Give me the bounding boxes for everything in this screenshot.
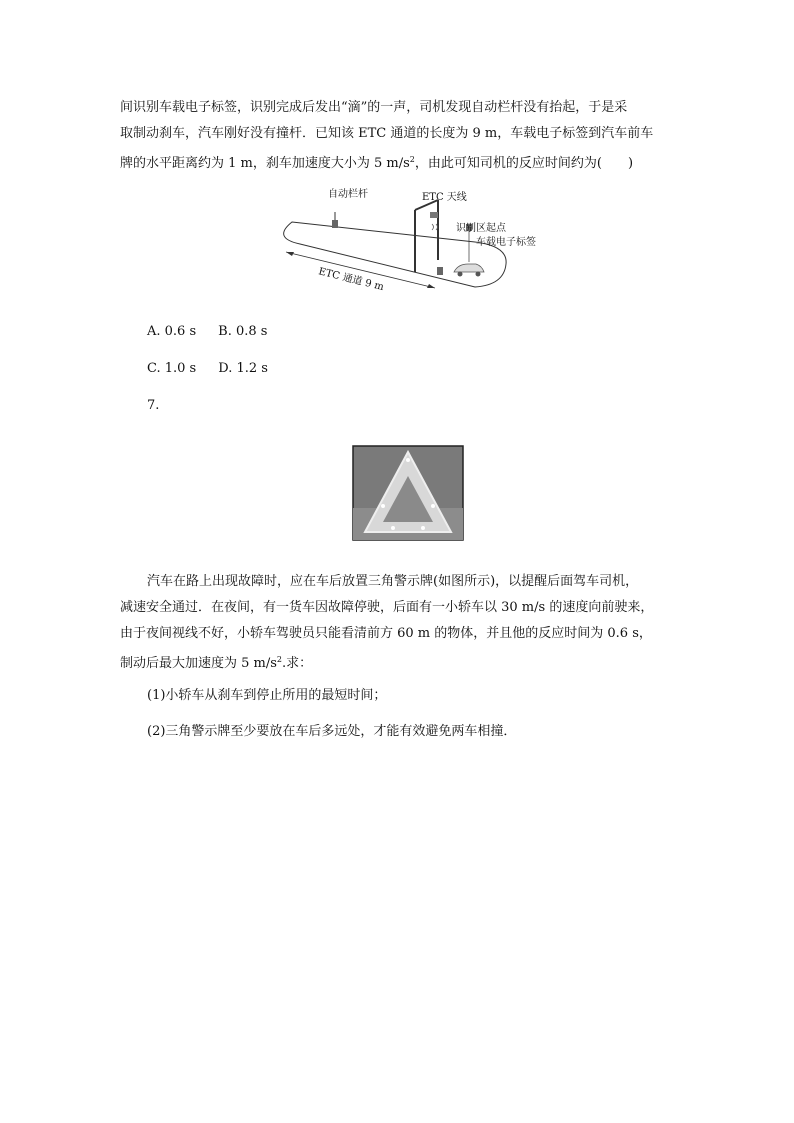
question-2: (2)三角警示牌至少要放在车后多远处，才能有效避免两车相撞． — [147, 724, 517, 739]
label-channel-length: ETC 通道 9 m — [317, 266, 385, 294]
unit-exponent: 2 — [409, 155, 415, 164]
options-row-1 — [147, 324, 267, 339]
label-zone-start: 识别区起点 — [456, 223, 506, 234]
signal-wave-icon — [432, 224, 438, 230]
zone-start-post-icon — [437, 267, 443, 275]
label-gate: 自动栏杆 — [328, 189, 368, 200]
problem7-number: 7. — [147, 398, 160, 413]
car-wheel-icon — [458, 272, 463, 277]
option-a[interactable]: A. 0.6 s — [147, 324, 197, 339]
etc-channel-figure — [270, 182, 536, 300]
option-d[interactable]: D. 1.2 s — [218, 361, 268, 376]
antenna-unit-icon — [430, 212, 438, 218]
problem7-para-2: 减速安全通过．在夜间，有一货车因故障停驶，后面有一小轿车以 30 m/s 的速度向前驶来， — [120, 600, 654, 615]
question-1: (1)小轿车从刹车到停止所用的最短时间； — [147, 688, 387, 703]
car-wheel-icon — [476, 272, 481, 277]
label-tag: 车载电子标签 — [476, 237, 536, 248]
reflector-dot — [381, 504, 385, 508]
problem7-para-4 — [120, 650, 312, 674]
problem6-line-1: 间识别车载电子标签，识别完成后发出“滴”的一声，司机发现自动栏杆没有抬起，于是采 — [120, 100, 628, 115]
problem6-line-3 — [120, 150, 633, 174]
dimension-arrow-left — [286, 252, 294, 256]
problem6-line-2: 取制动刹车，汽车刚好没有撞杆．已知该 ETC 通道的长度为 9 m，车载电子标签到汽车前车 — [120, 126, 654, 141]
warning-triangle-photo — [353, 446, 463, 540]
gate-post-icon — [332, 220, 338, 228]
label-antenna: ETC 天线 — [422, 192, 467, 203]
dimension-arrow-right — [427, 284, 435, 288]
options-row-2 — [147, 361, 268, 376]
problem6-line-3-tail: ，由此可知司机的反应时间约为( ) — [414, 156, 634, 171]
option-c[interactable]: C. 1.0 s — [147, 361, 197, 376]
reflector-dot — [431, 504, 435, 508]
problem7-para-4-tail: .求： — [282, 656, 313, 671]
problem7-para-4-text: 制动后最大加速度为 5 m/s — [120, 656, 277, 671]
unit-exponent: 2 — [276, 655, 283, 664]
problem6-line-3-text: 牌的水平距离约为 1 m，刹车加速度大小为 5 m/s — [120, 156, 410, 171]
reflector-dot — [421, 526, 425, 530]
reflector-dot — [391, 526, 395, 530]
problem7-para-3: 由于夜间视线不好，小轿车驾驶员只能看清前方 60 m 的物体，并且他的反应时间为 0.6 s， — [120, 626, 652, 641]
reflector-dot — [406, 458, 410, 462]
problem7-para-1: 汽车在路上出现故障时，应在车后放置三角警示牌(如图所示)，以提醒后面驾车司机， — [147, 574, 639, 589]
option-b[interactable]: B. 0.8 s — [218, 324, 268, 339]
